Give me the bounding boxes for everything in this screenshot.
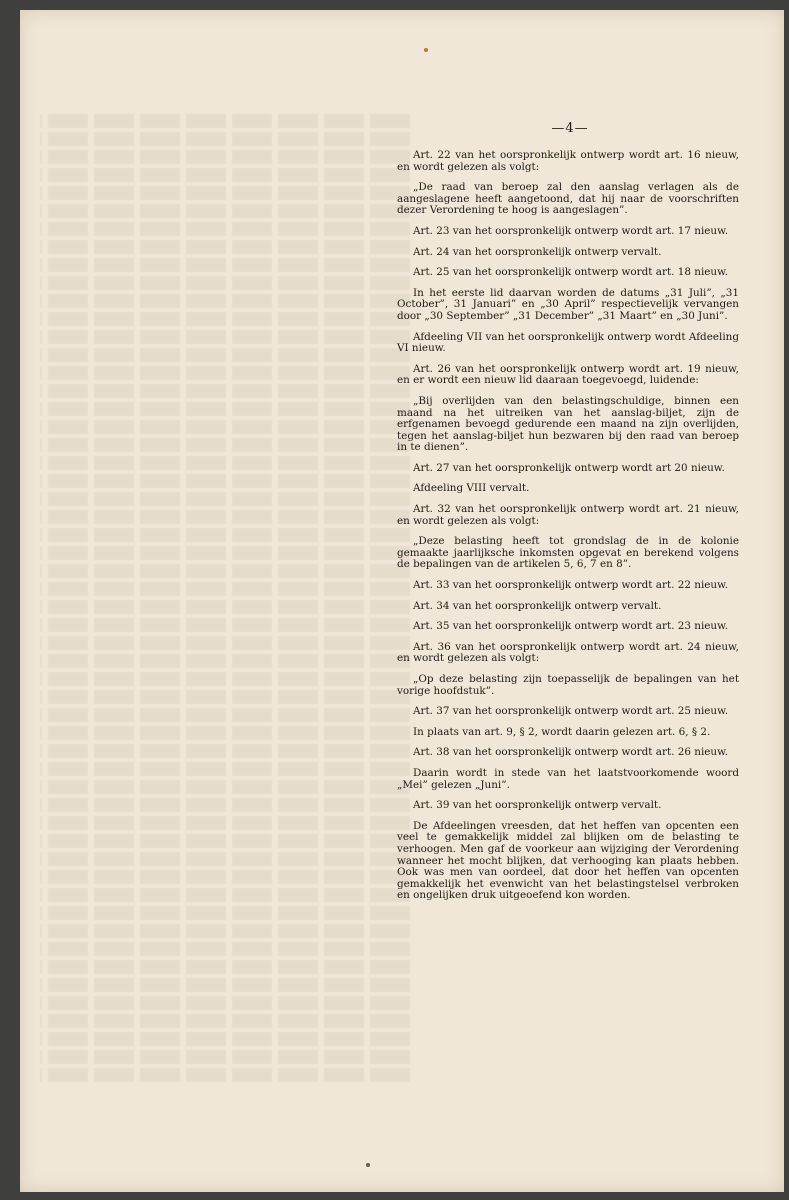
page-number: —4—: [551, 121, 589, 136]
paper-stain: [424, 48, 428, 52]
paragraph-art23: Art. 23 van het oorspronkelijk ontwerp wordt art. 17 nieuw.: [413, 224, 729, 237]
paragraph-art25: Art. 25 van het oorspronkelijk ontwerp wordt art. 18 nieuw.: [413, 266, 729, 279]
text-column: [397, 150, 739, 911]
paragraph-art33: Art. 33 van het oorspronkelijk ontwerp wordt art. 22 nieuw.: [413, 579, 729, 592]
paragraph-art37: Art. 37 van het oorspronkelijk ontwerp wordt art. 25 nieuw.: [413, 705, 729, 718]
paragraph-art35: Art. 35 van het oorspronkelijk ontwerp wordt art. 23 nieuw.: [413, 620, 729, 633]
show-through-text: [40, 110, 410, 1110]
paragraph-art22: Art. 22 van het oorspronkelijk ontwerp wordt art. 16 nieuw, en wordt gelezen als volgt:: [397, 149, 739, 173]
paragraph-quote-toepasselijk: „Op deze belasting zijn toepasselijk de bepalingen van het vorige hoofdstuk”.: [397, 673, 739, 697]
paragraph-daarin-wordt: Daarin wordt in stede van het laatstvoorkomende woord „Mei” gelezen „Juni”.: [397, 766, 739, 791]
paragraph-afdeelingen-vreesden: De Afdeelingen vreesden, dat het heffen van opcenten een veel te gemakkelijk middel zal blijken om de belasting te verhoogen. Men gaf de voorkeur aan wijziging der Verordening wanneer het mocht blijken, dat verhooging kan plaats hebben. Ook was men van oordeel, dat door het heffen van opcenten gemakkelijk het evenwicht van het belastingstelsel verbroken en ongelijken druk uitgeoefend kon worden.: [397, 819, 739, 902]
paragraph-quote-grondslag: „Deze belasting heeft tot grondslag de in de kolonie gemaakte jaarlijksche inkomsten opgevat en berekend volgens de bepalingen van de artikelen 5, 6, 7 en 8”.: [397, 535, 739, 571]
paragraph-in-plaats-van: In plaats van art. 9, § 2, wordt daarin gelezen art. 6, § 2.: [413, 725, 711, 738]
paragraph-art34: Art. 34 van het oorspronkelijk ontwerp vervalt.: [413, 599, 662, 612]
paragraph-art36: Art. 36 van het oorspronkelijk ontwerp wordt art. 24 nieuw, en wordt gelezen als volgt:: [397, 640, 739, 665]
paragraph-quote-overlijden: „Bij overlijden van den belastingschuldige, binnen een maand na het uitreiken van het aanslag-biljet, zijn de erfgenamen bevoegd gedurende een maand na zijn overlijden, tegen het aanslag-biljet hun bezwaren bij den raad van beroep in te dienen”.: [397, 394, 739, 454]
paragraph-datums: In het eerste lid daarvan worden de datums „31 Juli”, „31 October”, 31 Januari” en „30 April” respectievelijk vervangen door „30 September” „31 December” „31 Maart” en „30 Juni”.: [397, 286, 739, 322]
paragraph-art24: Art. 24 van het oorspronkelijk ontwerp vervalt.: [413, 245, 662, 258]
paragraph-art27: Art. 27 van het oorspronkelijk ontwerp wordt art 20 nieuw.: [413, 461, 725, 474]
paragraph-art39: Art. 39 van het oorspronkelijk ontwerp vervalt.: [413, 799, 662, 812]
paragraph-quote-raad-van-beroep: „De raad van beroep zal den aanslag verlagen als de aangeslagene heeft aangetoond, dat hij naar de voorschriften dezer Verordening te hoog is aangeslagen”.: [397, 181, 739, 217]
paragraph-art38: Art. 38 van het oorspronkelijk ontwerp wordt art. 26 nieuw.: [413, 746, 729, 759]
paragraph-afdeeling-vii: Afdeeling VII van het oorspronkelijk ontwerp wordt Afdeeling VI nieuw.: [397, 330, 739, 355]
paper-stain: [366, 1163, 370, 1167]
paragraph-art32: Art. 32 van het oorspronkelijk ontwerp wordt art. 21 nieuw, en wordt gelezen als volgt:: [397, 503, 739, 527]
paragraph-art26: Art. 26 van het oorspronkelijk ontwerp wordt art. 19 nieuw, en er wordt een nieuw lid daaraan toegevoegd, luidende:: [397, 362, 739, 387]
paragraph-afdeeling-viii: Afdeeling VIII vervalt.: [413, 482, 530, 495]
